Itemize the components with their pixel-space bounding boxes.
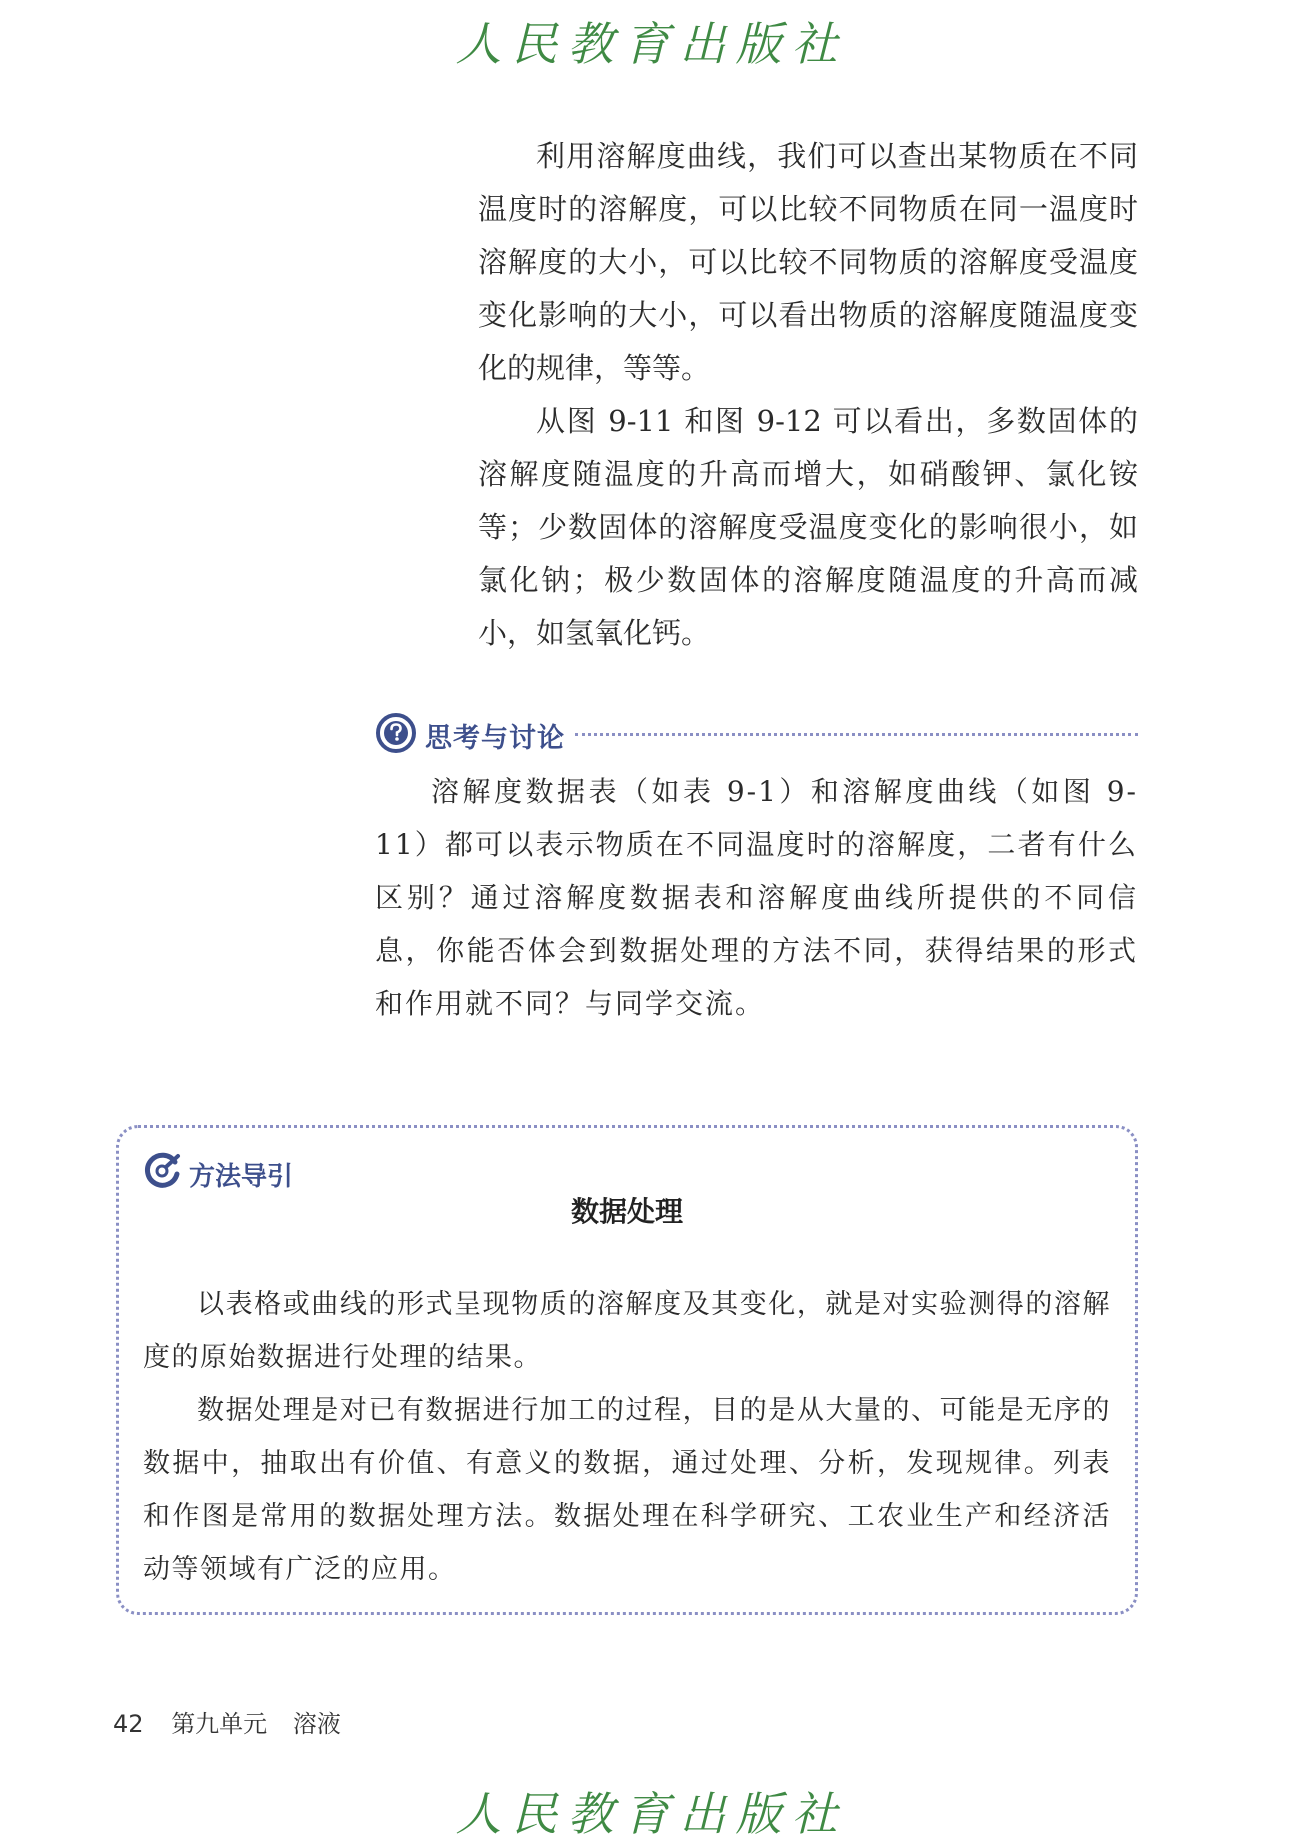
method-guide-box bbox=[116, 1125, 1138, 1615]
main-paragraph: 从图 9-11 和图 9-12 可以看出，多数固体的溶解度随温度的升高而增大，如硝酸钾、氯化铵等；少数固体的溶解度受温度变化的影响很小，如氯化钠；极少数固体的溶解度随温度的升高而减小，如氢氧化钙。 bbox=[478, 404, 1138, 650]
page-footer bbox=[113, 1704, 341, 1739]
think-paragraph: 溶解度数据表（如表 9-1）和溶解度曲线（如图 9-11）都可以表示物质在不同温度时的溶解度，二者有什么区别？通过溶解度数据表和溶解度曲线所提供的不同信息，你能否体会到数据处理的方法不同，获得结果的形式和作用就不同？与同学交流。 bbox=[375, 775, 1138, 1020]
dotted-divider bbox=[575, 733, 1138, 736]
unit-name: 第九单元 bbox=[171, 1710, 268, 1738]
method-paragraph: 以表格或曲线的形式呈现物质的溶解度及其变化，就是对实验测得的溶解度的原始数据进行处理的结果。 bbox=[143, 1289, 1111, 1373]
main-text bbox=[478, 130, 1138, 660]
method-guide-text bbox=[143, 1278, 1111, 1596]
method-guide-label: 方法导引 bbox=[189, 1162, 294, 1192]
page-number: 42 bbox=[113, 1710, 144, 1738]
question-icon bbox=[375, 712, 417, 754]
publisher-logo-bottom: 人民教育出版社 bbox=[455, 1787, 848, 1841]
think-discuss-text bbox=[375, 765, 1138, 1030]
method-guide-icon bbox=[141, 1150, 183, 1192]
publisher-logo-top: 人民教育出版社 bbox=[455, 17, 848, 71]
main-paragraph: 利用溶解度曲线，我们可以查出某物质在不同温度时的溶解度，可以比较不同物质在同一温度时溶解度的大小，可以比较不同物质的溶解度受温度变化影响的大小，可以看出物质的溶解度随温度变化的规律，等等。 bbox=[478, 139, 1138, 385]
think-discuss-header bbox=[375, 712, 1138, 762]
method-guide-title: 数据处理 bbox=[570, 1195, 683, 1228]
method-paragraph: 数据处理是对已有数据进行加工的过程，目的是从大量的、可能是无序的数据中，抽取出有价值、有意义的数据，通过处理、分析，发现规律。列表和作图是常用的数据处理方法。数据处理在科学研究、工农业生产和经济活动等领域有广泛的应用。 bbox=[143, 1395, 1111, 1585]
topic-name: 溶液 bbox=[292, 1710, 341, 1738]
think-discuss-title: 思考与讨论 bbox=[425, 723, 565, 754]
